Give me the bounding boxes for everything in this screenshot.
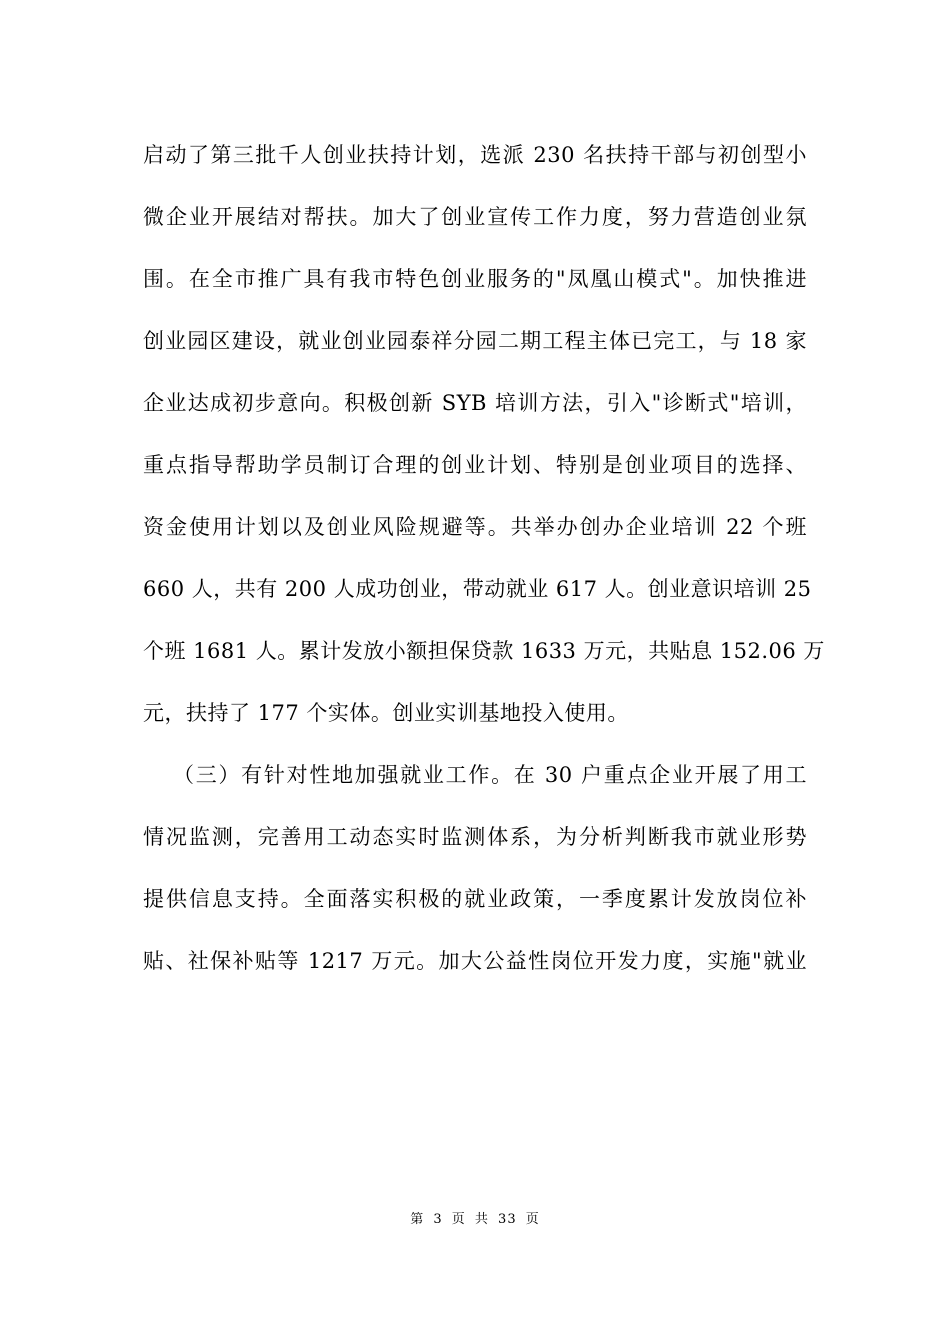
text-line: 微企业开展结对帮扶。加大了创业宣传工作力度，努力营造创业氛 [143,205,807,229]
text-line: 围。在全市推广具有我市特色创业服务的"凤凰山模式"。加快推进 [143,267,807,291]
text-line: 提供信息支持。全面落实积极的就业政策，一季度累计发放岗位补 [143,887,807,911]
text-line: 元，扶持了 177 个实体。创业实训基地投入使用。 [143,701,629,725]
text-line: 资金使用计划以及创业风险规避等。共举办创办企业培训 22 个班 [143,515,807,539]
page-number-footer: 第 3 页 共 33 页 [410,1212,540,1227]
document-body [143,130,825,998]
text-line: 情况监测，完善用工动态实时监测体系，为分析判断我市就业形势 [143,825,807,849]
text-line: 重点指导帮助学员制订合理的创业计划、特别是创业项目的选择、 [143,453,807,477]
text-line: 贴、社保补贴等 1217 万元。加大公益性岗位开发力度，实施"就业 [143,949,807,973]
paragraph-start-line: （三）有针对性地加强就业工作。在 30 户重点企业开展了用工 [173,763,807,787]
text-line: 个班 1681 人。累计发放小额担保贷款 1633 万元，共贴息 152.06 万 [143,639,825,663]
text-line: 660 人，共有 200 人成功创业，带动就业 617 人。创业意识培训 25 [143,577,812,601]
text-line: 企业达成初步意向。积极创新 SYB 培训方法，引入"诊断式"培训， [143,391,807,415]
text-line: 创业园区建设，就业创业园泰祥分园二期工程主体已完工，与 18 家 [143,329,807,353]
text-line: 启动了第三批千人创业扶持计划，选派 230 名扶持干部与初创型小 [143,143,807,167]
